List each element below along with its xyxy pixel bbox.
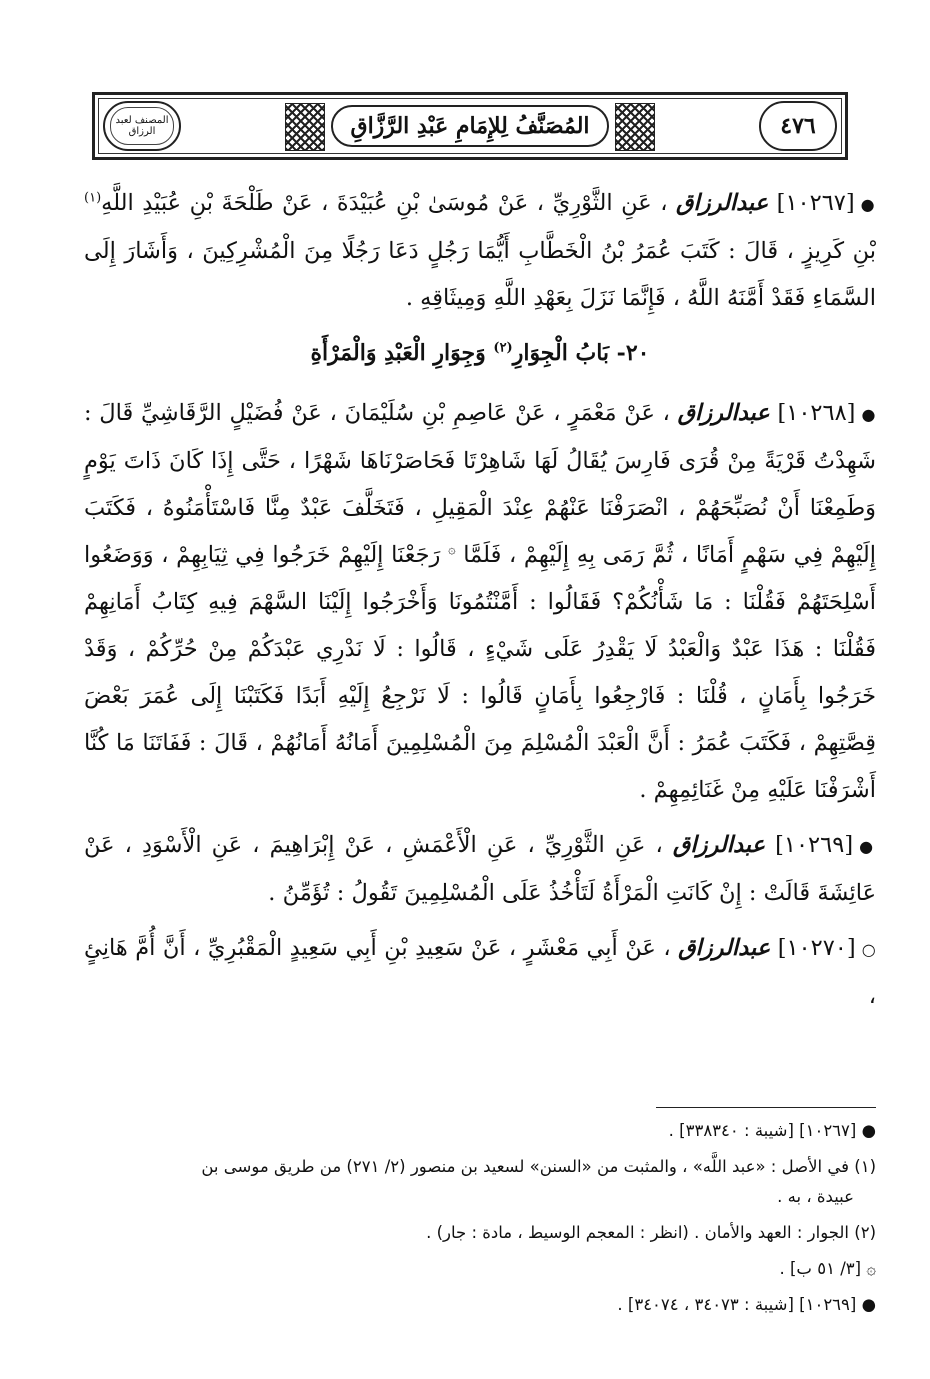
author-name: عبدالرزاق xyxy=(677,400,770,426)
hollow-bullet-icon: ○ xyxy=(861,940,876,959)
hadith-text-cont: بْنِ كَرِيزٍ ، قَالَ : كَتَبَ عُمَرُ بْنُ الْخَطَّابِ أَيُّمَا رَجُلٍ دَعَا رَجُلًا مِنَ الْمُشْرِكِينَ ، وَأَشَارَ إِلَى السَّمَاءِ فَقَدْ أَمَّنَهُ اللَّهُ ، فَإِنَّمَا نَزَلَ بِعَهْدِ اللَّهِ وَمِيثَاقِهِ . xyxy=(84,238,876,311)
hadith-text: ، عَنِ الثَّوْرِيِّ ، عَنْ مُوسَىٰ بْنِ عُبَيْدَةَ ، عَنْ طَلْحَةَ بْنِ عُبَيْدِ اللَّهِ xyxy=(101,190,668,216)
footnote-source-10269: ● [١٠٢٦٩] [شيبة : ٣٤٠٧٣ ، ٣٤٠٧٤] . xyxy=(617,1295,876,1314)
author-name: عبدالرزاق xyxy=(676,190,769,216)
author-name: عبدالرزاق xyxy=(672,832,766,858)
footnote-source-10267: ● [١٠٢٦٧] [شيبة : ٣٣٨٣٤٠] . xyxy=(668,1121,876,1140)
hadith-number: [١٠٢٦٩] xyxy=(775,832,854,858)
bullet-icon: ● xyxy=(861,405,876,424)
page-number-badge xyxy=(759,101,837,151)
emblem-text: المصنف لعبد الرزاق xyxy=(110,107,174,145)
page-number: ٤٧٦ xyxy=(780,113,816,139)
bullet-icon: ● xyxy=(859,837,877,856)
footnote-ref: (١) xyxy=(84,190,102,206)
hadith-text: ، عَنْ مَعْمَرٍ ، عَنْ عَاصِمِ بْنِ سُلَيْمَانَ ، عَنْ فُضَيْلٍ الرَّقَاشِيِّ قَالَ : شَهِدْتُ قَرْيَةً مِنْ قُرَى فَارِسَ يُقَالُ لَهَا شَاهِرْتَا فَحَاصَرْنَاهَا شَهْرًا ، حَتَّى إِذَا كَانَ ذَاتَ يَوْمٍ وَطَمِعْنَا أَنْ نُصَبِّحَهُمْ ، انْصَرَفْنَا عَنْهُمْ عِنْدَ الْمَقِيلِ ، فَتَخَلَّفَ عَبْدٌ مِنَّا فَاسْتَأْمَنُوهُ ، فَكَتَبَ إِلَيْهِمْ فِي سَهْمٍ أَمَانًا ، ثُمَّ رَمَى بِهِ إِلَيْهِمْ ، فَلَمَّا xyxy=(84,400,877,568)
page-header xyxy=(92,92,848,160)
footnotes xyxy=(84,1116,876,1326)
hadith-text-cont: رَجَعْنَا إِلَيْهِمْ خَرَجُوا فِي ثِيَابِهِمْ ، وَوَضَعُوا أَسْلِحَتَهُمْ فَقُلْنَا : مَا شَأْنُكُمْ؟ فَقَالُوا : أَمَّنْتُمُونَا وَأَخْرَجُوا إِلَيْنَا السَّهْمَ فِيهِ كِتَابُ أَمَانِهِمْ فَقُلْنَا : هَذَا عَبْدٌ وَالْعَبْدُ لَا يَقْدِرُ عَلَى شَيْءٍ ، قَالُوا : لَا نَدْرِي عَبْدَكُمْ مِنْ حُرِّكُمْ ، وَقَدْ خَرَجُوا بِأَمَانٍ ، قُلْنَا : فَارْجِعُوا بِأَمَانٍ قَالُوا : لَا نَرْجِعُ إِلَيْهِ أَبَدًا فَكَتَبْنَا إِلَى عُمَرَ بَعْضَ قِصَّتِهِمْ ، فَكَتَبَ عُمَرُ : أَنَّ الْعَبْدَ الْمُسْلِمَ مِنَ الْمُسْلِمِينَ أَمَانُهُ أَمَانُهُمْ ، قَالَ : فَفَاتَنَا مَا كُنَّا أَشْرَفْنَا عَلَيْهِ مِنْ غَنَائِمِهِمْ . xyxy=(84,542,876,803)
hadith-10269 xyxy=(84,822,876,917)
footnote-1-text: (١) في الأصل : «عبد اللَّه» ، والمثبت من «السنن» لسعيد بن منصور (٢/ ٢٧١) من طريق موسى بن xyxy=(201,1157,876,1176)
hadith-number: [١٠٢٦٧] xyxy=(776,190,855,216)
hadith-10267 xyxy=(84,180,876,322)
chapter-title-cont: وَجِوَارِ الْعَبْدِ وَالْمَرْأَةِ xyxy=(310,340,486,366)
hadith-10270 xyxy=(84,925,876,1020)
hadith-text: ، عَنْ أَبِي مَعْشَرٍ ، عَنْ سَعِيدِ بْنِ أَبِي سَعِيدٍ الْمَقْبُرِيِّ ، أَنَّ أُمَّ هَانِئٍ ، xyxy=(84,935,876,1009)
footnote-2: (٢) الجوار : العهد والأمان . (انظر : المعجم الوسيط ، مادة : جار) . xyxy=(426,1223,876,1242)
footnote-ref: (٢) xyxy=(493,340,513,356)
hadith-number: [١٠٢٦٨] xyxy=(777,400,856,426)
page-marker-icon: ۞ xyxy=(448,542,456,558)
ornament-right xyxy=(615,103,655,151)
hadith-number: [١٠٢٧٠] xyxy=(777,935,856,961)
footnote-1 xyxy=(84,1152,876,1212)
main-text xyxy=(84,180,876,1028)
emblem-logo xyxy=(103,101,181,151)
ornament-left xyxy=(285,103,325,151)
footnote-1-cont: عبيدة ، به . xyxy=(777,1187,854,1206)
author-name: عبدالرزاق xyxy=(678,935,771,961)
footnote-page-marker: ۞ [٣/ ٥١ ب] . xyxy=(779,1259,876,1278)
hadith-text: ، عَنِ الثَّوْرِيِّ ، عَنِ الْأَعْمَشِ ، عَنْ إِبْرَاهِيمَ ، عَنِ الْأَسْوَدِ ، عَنْ عَائِشَةَ قَالَتْ : إِنْ كَانَتِ الْمَرْأَةُ لَتَأْخُذُ عَلَى الْمُسْلِمِينَ تَقُولُ : تُؤَمِّنُ . xyxy=(84,832,876,906)
footnote-divider xyxy=(656,1107,876,1108)
chapter-heading xyxy=(84,330,876,376)
book-title: المُصَنَّفُ لِلإِمَامِ عَبْدِ الرَّزَّاقِ xyxy=(331,105,609,147)
hadith-10268 xyxy=(84,390,876,814)
chapter-title: ٢٠- بَابُ الْجِوَارِ xyxy=(512,340,650,366)
bullet-icon: ● xyxy=(860,195,876,214)
